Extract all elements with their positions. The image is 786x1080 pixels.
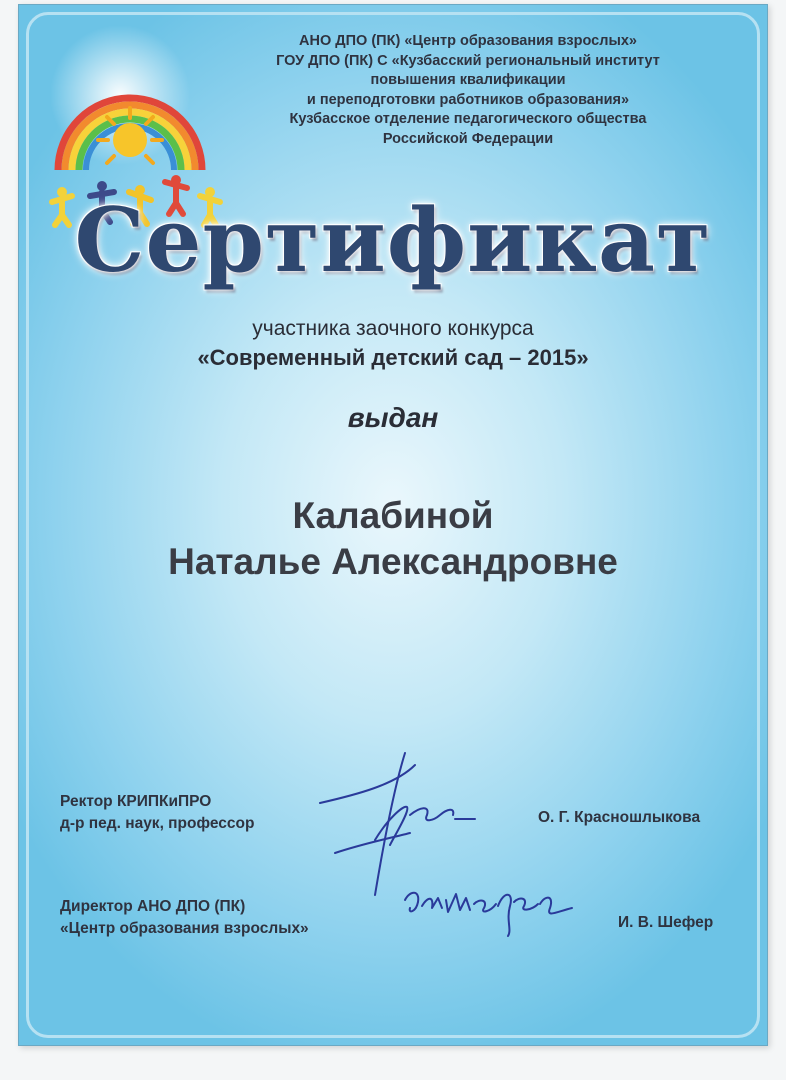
signatory-1-degree: д-р пед. наук, профессор xyxy=(60,815,255,832)
participant-caption: участника заочного конкурса xyxy=(252,317,534,340)
signatory-1-title: Ректор КРИПКиПРО xyxy=(60,793,212,810)
header-line: Российской Федерации xyxy=(382,130,554,147)
header-line: и переподготовки работников образования» xyxy=(306,91,630,108)
header-line: Кузбасское отделение педагогического общества xyxy=(289,111,647,127)
issuing-organizations xyxy=(236,32,700,149)
recipient-surname: Калабиной xyxy=(292,495,494,536)
signatory-2-position xyxy=(60,896,309,940)
signature-2 xyxy=(400,880,580,940)
issued-to-label: выдан xyxy=(347,402,439,433)
signatory-1-name: О. Г. Красношлыкова xyxy=(538,809,701,826)
signatory-1-position xyxy=(60,791,254,835)
contest-name: «Современный детский сад – 2015» xyxy=(197,345,589,370)
header-line: повышения квалификации xyxy=(370,72,566,88)
signatory-2-organization: «Центр образования взрослых» xyxy=(60,920,309,937)
signatory-2-name: И. В. Шефер xyxy=(618,914,714,931)
signatory-2-title: Директор АНО ДПО (ПК) xyxy=(60,898,246,915)
certificate-title: Сертификат xyxy=(74,188,712,292)
header-line: АНО ДПО (ПК) «Центр образования взрослых» xyxy=(299,33,637,49)
header-line: ГОУ ДПО (ПК) С «Кузбасский региональный институт xyxy=(276,52,660,69)
recipient-given-names: Наталье Александровне xyxy=(168,541,618,582)
